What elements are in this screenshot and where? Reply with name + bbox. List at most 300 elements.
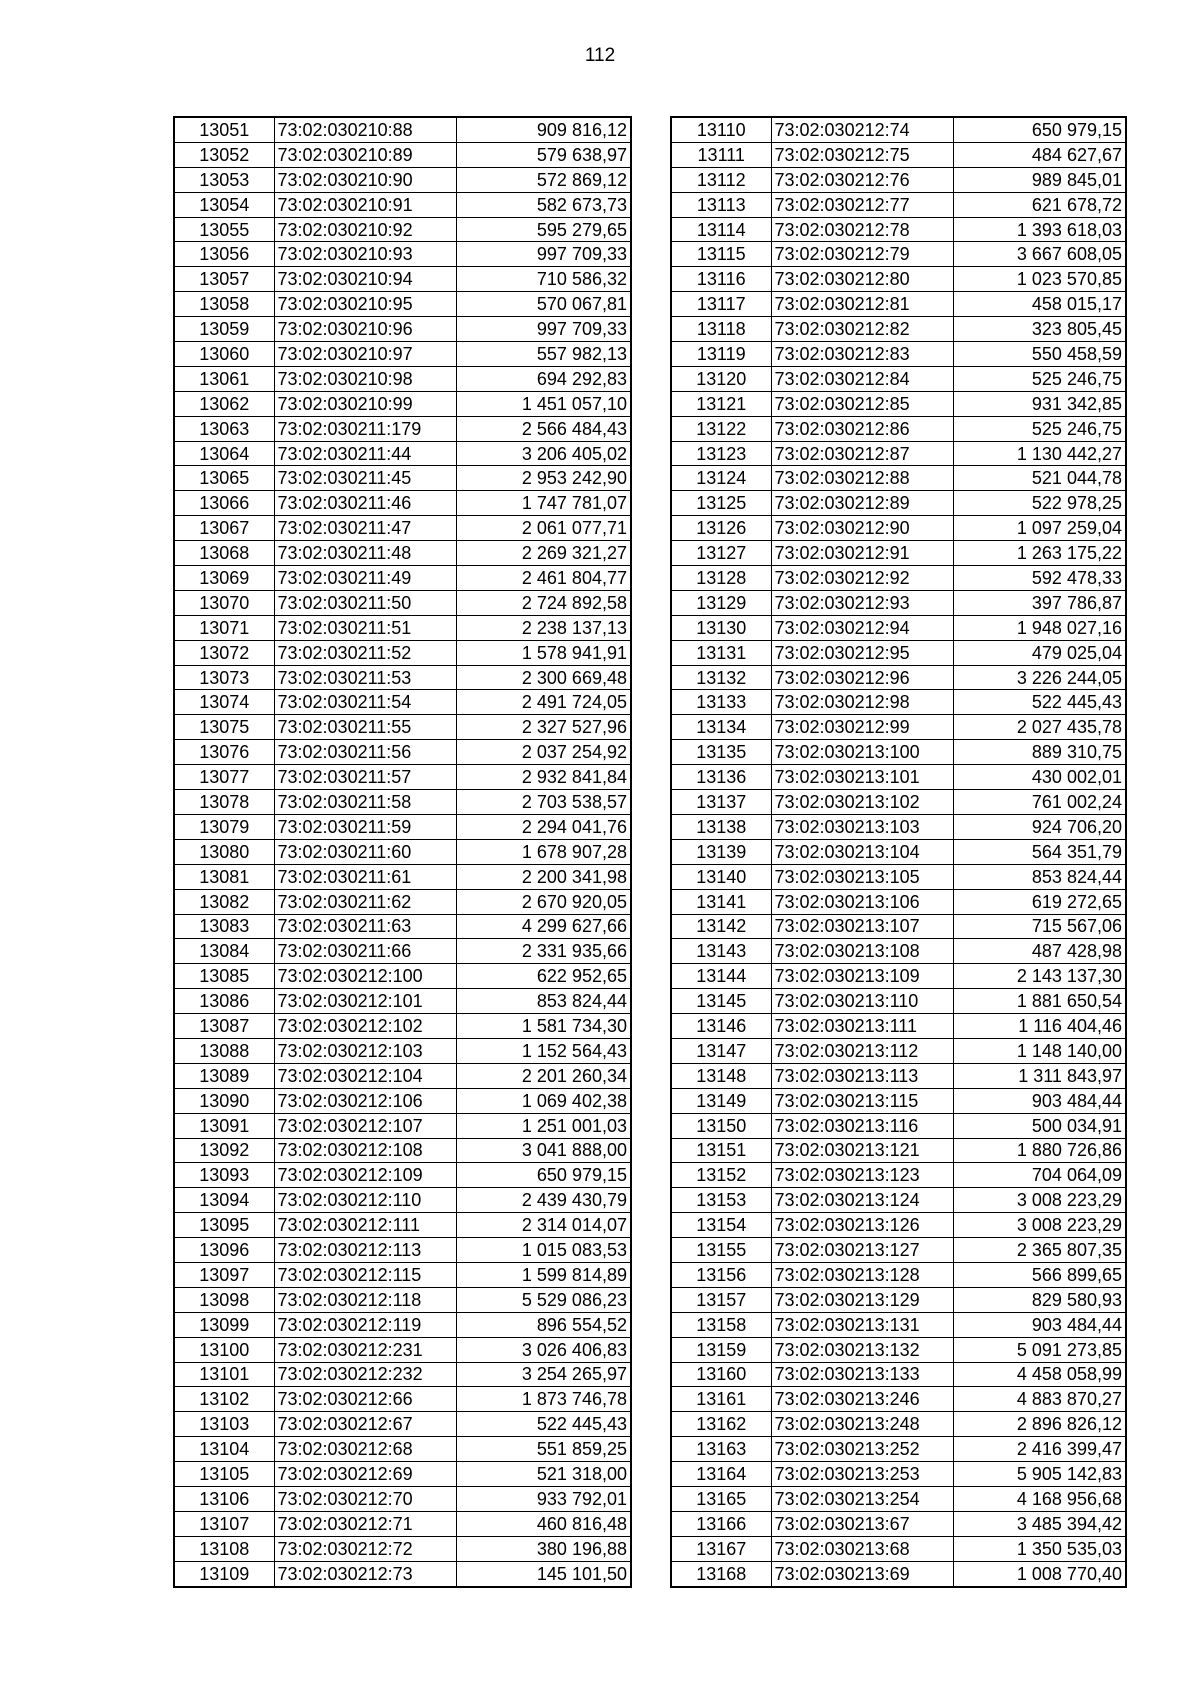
cadastral-number: 73:02:030213:108 (771, 939, 953, 964)
cadastral-number: 73:02:030213:126 (771, 1213, 953, 1238)
row-number: 13071 (174, 615, 274, 640)
table-row (671, 242, 1126, 267)
row-number: 13081 (174, 864, 274, 889)
row-number: 13091 (174, 1113, 274, 1138)
table-row (174, 740, 631, 765)
row-number: 13103 (174, 1412, 274, 1437)
table-row (671, 142, 1126, 167)
cadastral-value: 761 002,24 (953, 790, 1126, 815)
cadastral-number: 73:02:030211:51 (274, 615, 456, 640)
cadastral-value: 1 948 027,16 (953, 615, 1126, 640)
table-row (671, 292, 1126, 317)
table-row (174, 117, 631, 142)
table-row (671, 1088, 1126, 1113)
table-row (174, 466, 631, 491)
table-row (174, 566, 631, 591)
table-row (671, 889, 1126, 914)
row-number: 13145 (671, 989, 771, 1014)
row-number: 13167 (671, 1536, 771, 1561)
row-number: 13148 (671, 1063, 771, 1088)
cadastral-value: 5 091 273,85 (953, 1337, 1126, 1362)
cadastral-number: 73:02:030212:94 (771, 615, 953, 640)
cadastral-number: 73:02:030212:74 (771, 117, 953, 142)
cadastral-value: 551 859,25 (456, 1437, 631, 1462)
table-row (671, 1063, 1126, 1088)
cadastral-number: 73:02:030213:132 (771, 1337, 953, 1362)
cadastral-value: 525 246,75 (953, 366, 1126, 391)
cadastral-number: 73:02:030210:95 (274, 292, 456, 317)
table-row (671, 491, 1126, 516)
cadastral-number: 73:02:030211:56 (274, 740, 456, 765)
cadastral-value: 933 792,01 (456, 1486, 631, 1511)
cadastral-value: 903 484,44 (953, 1088, 1126, 1113)
cadastral-number: 73:02:030213:102 (771, 790, 953, 815)
row-number: 13089 (174, 1063, 274, 1088)
table-row (174, 1412, 631, 1437)
row-number: 13056 (174, 242, 274, 267)
cadastral-value: 1 451 057,10 (456, 391, 631, 416)
table-row (174, 715, 631, 740)
cadastral-number: 73:02:030210:88 (274, 117, 456, 142)
table-row (671, 740, 1126, 765)
cadastral-value: 2 143 137,30 (953, 964, 1126, 989)
row-number: 13086 (174, 989, 274, 1014)
cadastral-number: 73:02:030212:70 (274, 1486, 456, 1511)
table-row (671, 441, 1126, 466)
row-number: 13085 (174, 964, 274, 989)
cadastral-value: 704 064,09 (953, 1163, 1126, 1188)
table-row (671, 516, 1126, 541)
table-row (174, 1536, 631, 1561)
cadastral-number: 73:02:030213:68 (771, 1536, 953, 1561)
row-number: 13157 (671, 1287, 771, 1312)
cadastral-number: 73:02:030213:128 (771, 1262, 953, 1287)
row-number: 13080 (174, 839, 274, 864)
table-row (174, 765, 631, 790)
cadastral-value: 1 023 570,85 (953, 267, 1126, 292)
cadastral-value: 931 342,85 (953, 391, 1126, 416)
row-number: 13099 (174, 1312, 274, 1337)
cadastral-number: 73:02:030212:90 (771, 516, 953, 541)
table-row (671, 1387, 1126, 1412)
cadastral-value: 1 263 175,22 (953, 541, 1126, 566)
row-number: 13057 (174, 267, 274, 292)
cadastral-number: 73:02:030213:69 (771, 1561, 953, 1586)
cadastral-number: 73:02:030213:106 (771, 889, 953, 914)
cadastral-number: 73:02:030211:61 (274, 864, 456, 889)
cadastral-value: 2 027 435,78 (953, 715, 1126, 740)
row-number: 13161 (671, 1387, 771, 1412)
cadastral-value: 4 458 058,99 (953, 1362, 1126, 1387)
cadastral-number: 73:02:030212:86 (771, 416, 953, 441)
cadastral-value: 650 979,15 (953, 117, 1126, 142)
row-number: 13064 (174, 441, 274, 466)
cadastral-number: 73:02:030212:88 (771, 466, 953, 491)
table-row (671, 1511, 1126, 1536)
cadastral-value: 521 044,78 (953, 466, 1126, 491)
cadastral-value: 710 586,32 (456, 267, 631, 292)
cadastral-value: 3 485 394,42 (953, 1511, 1126, 1536)
table-row (174, 192, 631, 217)
row-number: 13106 (174, 1486, 274, 1511)
table-row (174, 1038, 631, 1063)
table-row (671, 416, 1126, 441)
row-number: 13105 (174, 1462, 274, 1487)
cadastral-number: 73:02:030212:95 (771, 640, 953, 665)
row-number: 13136 (671, 765, 771, 790)
cadastral-number: 73:02:030212:104 (274, 1063, 456, 1088)
table-row (671, 317, 1126, 342)
cadastral-value: 889 310,75 (953, 740, 1126, 765)
cadastral-number: 73:02:030211:59 (274, 814, 456, 839)
table-row (671, 715, 1126, 740)
table-row (174, 217, 631, 242)
table-row (671, 1287, 1126, 1312)
table-row (174, 1462, 631, 1487)
cadastral-value: 2 670 920,05 (456, 889, 631, 914)
cadastral-value: 2 703 538,57 (456, 790, 631, 815)
cadastral-value: 525 246,75 (953, 416, 1126, 441)
row-number: 13058 (174, 292, 274, 317)
table-row (174, 1362, 631, 1387)
table-row (174, 366, 631, 391)
cadastral-value: 592 478,33 (953, 566, 1126, 591)
cadastral-number: 73:02:030211:53 (274, 665, 456, 690)
table-row (671, 192, 1126, 217)
row-number: 13068 (174, 541, 274, 566)
cadastral-number: 73:02:030210:96 (274, 317, 456, 342)
cadastral-value: 1 116 404,46 (953, 1014, 1126, 1039)
table-row (671, 566, 1126, 591)
cadastral-number: 73:02:030212:87 (771, 441, 953, 466)
table-row (174, 889, 631, 914)
row-number: 13137 (671, 790, 771, 815)
table-row (174, 1287, 631, 1312)
cadastral-value: 2 037 254,92 (456, 740, 631, 765)
cadastral-number: 73:02:030212:82 (771, 317, 953, 342)
cadastral-number: 73:02:030213:253 (771, 1462, 953, 1487)
row-number: 13066 (174, 491, 274, 516)
table-row (174, 964, 631, 989)
cadastral-value: 3 254 265,97 (456, 1362, 631, 1387)
cadastral-value: 1 015 083,53 (456, 1238, 631, 1263)
row-number: 13168 (671, 1561, 771, 1586)
cadastral-value: 2 269 321,27 (456, 541, 631, 566)
cadastral-value: 2 724 892,58 (456, 590, 631, 615)
cadastral-value: 1 148 140,00 (953, 1038, 1126, 1063)
cadastral-value: 570 067,81 (456, 292, 631, 317)
row-number: 13125 (671, 491, 771, 516)
cadastral-number: 73:02:030211:46 (274, 491, 456, 516)
cadastral-value: 557 982,13 (456, 342, 631, 367)
row-number: 13163 (671, 1437, 771, 1462)
row-number: 13060 (174, 342, 274, 367)
table-row (174, 989, 631, 1014)
table-row (174, 441, 631, 466)
cadastral-number: 73:02:030211:60 (274, 839, 456, 864)
cadastral-number: 73:02:030212:231 (274, 1337, 456, 1362)
table-row (174, 814, 631, 839)
cadastral-number: 73:02:030212:80 (771, 267, 953, 292)
cadastral-number: 73:02:030212:72 (274, 1536, 456, 1561)
row-number: 13116 (671, 267, 771, 292)
cadastral-number: 73:02:030212:77 (771, 192, 953, 217)
row-number: 13126 (671, 516, 771, 541)
table-row (174, 1486, 631, 1511)
cadastral-value: 1 599 814,89 (456, 1262, 631, 1287)
cadastral-value: 2 294 041,76 (456, 814, 631, 839)
row-number: 13110 (671, 117, 771, 142)
row-number: 13131 (671, 640, 771, 665)
cadastral-number: 73:02:030212:75 (771, 142, 953, 167)
cadastral-value: 3 667 608,05 (953, 242, 1126, 267)
row-number: 13053 (174, 167, 274, 192)
table-row (174, 790, 631, 815)
cadastral-value: 484 627,67 (953, 142, 1126, 167)
cadastral-number: 73:02:030212:106 (274, 1088, 456, 1113)
row-number: 13070 (174, 590, 274, 615)
table-row (671, 1262, 1126, 1287)
cadastral-number: 73:02:030213:246 (771, 1387, 953, 1412)
row-number: 13079 (174, 814, 274, 839)
table-row (671, 1462, 1126, 1487)
row-number: 13166 (671, 1511, 771, 1536)
table-row (671, 1412, 1126, 1437)
cadastral-number: 73:02:030213:123 (771, 1163, 953, 1188)
cadastral-value: 896 554,52 (456, 1312, 631, 1337)
row-number: 13117 (671, 292, 771, 317)
cadastral-number: 73:02:030211:48 (274, 541, 456, 566)
cadastral-value: 579 638,97 (456, 142, 631, 167)
cadastral-value: 2 061 077,71 (456, 516, 631, 541)
table-row (671, 1362, 1126, 1387)
row-number: 13164 (671, 1462, 771, 1487)
table-row (174, 939, 631, 964)
table-row (671, 1213, 1126, 1238)
row-number: 13144 (671, 964, 771, 989)
cadastral-number: 73:02:030211:66 (274, 939, 456, 964)
row-number: 13088 (174, 1038, 274, 1063)
cadastral-value: 145 101,50 (456, 1561, 631, 1586)
table-row (174, 1387, 631, 1412)
cadastral-value: 4 883 870,27 (953, 1387, 1126, 1412)
cadastral-value: 5 905 142,83 (953, 1462, 1126, 1487)
cadastral-value-table-left (173, 116, 632, 1588)
table-row (671, 690, 1126, 715)
row-number: 13104 (174, 1437, 274, 1462)
table-row (671, 765, 1126, 790)
cadastral-number: 73:02:030212:79 (771, 242, 953, 267)
row-number: 13119 (671, 342, 771, 367)
cadastral-number: 73:02:030212:107 (274, 1113, 456, 1138)
row-number: 13114 (671, 217, 771, 242)
row-number: 13077 (174, 765, 274, 790)
row-number: 13132 (671, 665, 771, 690)
cadastral-number: 73:02:030212:103 (274, 1038, 456, 1063)
row-number: 13154 (671, 1213, 771, 1238)
cadastral-number: 73:02:030210:98 (274, 366, 456, 391)
table-row (671, 590, 1126, 615)
cadastral-number: 73:02:030212:85 (771, 391, 953, 416)
cadastral-number: 73:02:030210:90 (274, 167, 456, 192)
cadastral-number: 73:02:030210:97 (274, 342, 456, 367)
row-number: 13135 (671, 740, 771, 765)
cadastral-number: 73:02:030213:248 (771, 1412, 953, 1437)
cadastral-value: 829 580,93 (953, 1287, 1126, 1312)
table-row (671, 1163, 1126, 1188)
cadastral-value: 1 350 535,03 (953, 1536, 1126, 1561)
cadastral-number: 73:02:030210:99 (274, 391, 456, 416)
row-number: 13165 (671, 1486, 771, 1511)
row-number: 13152 (671, 1163, 771, 1188)
row-number: 13111 (671, 142, 771, 167)
cadastral-number: 73:02:030210:92 (274, 217, 456, 242)
cadastral-number: 73:02:030213:105 (771, 864, 953, 889)
row-number: 13156 (671, 1262, 771, 1287)
row-number: 13051 (174, 117, 274, 142)
row-number: 13093 (174, 1163, 274, 1188)
row-number: 13123 (671, 441, 771, 466)
cadastral-value: 522 978,25 (953, 491, 1126, 516)
cadastral-value: 853 824,44 (953, 864, 1126, 889)
table-row (671, 914, 1126, 939)
cadastral-value: 715 567,06 (953, 914, 1126, 939)
table-row (671, 964, 1126, 989)
cadastral-number: 73:02:030211:58 (274, 790, 456, 815)
cadastral-value: 1 881 650,54 (953, 989, 1126, 1014)
row-number: 13133 (671, 690, 771, 715)
cadastral-number: 73:02:030212:92 (771, 566, 953, 591)
cadastral-value: 3 226 244,05 (953, 665, 1126, 690)
table-row (174, 1238, 631, 1263)
cadastral-value: 4 168 956,68 (953, 1486, 1126, 1511)
page-number: 112 (584, 45, 616, 66)
row-number: 13092 (174, 1138, 274, 1163)
table-row (671, 1138, 1126, 1163)
row-number: 13127 (671, 541, 771, 566)
cadastral-number: 73:02:030212:98 (771, 690, 953, 715)
table-row (174, 1188, 631, 1213)
cadastral-number: 73:02:030212:83 (771, 342, 953, 367)
row-number: 13122 (671, 416, 771, 441)
row-number: 13149 (671, 1088, 771, 1113)
table-row (174, 142, 631, 167)
cadastral-value: 458 015,17 (953, 292, 1126, 317)
row-number: 13075 (174, 715, 274, 740)
cadastral-value: 3 041 888,00 (456, 1138, 631, 1163)
table-row (671, 989, 1126, 1014)
row-number: 13130 (671, 615, 771, 640)
table-row (174, 541, 631, 566)
cadastral-value: 4 299 627,66 (456, 914, 631, 939)
cadastral-value: 2 461 804,77 (456, 566, 631, 591)
cadastral-number: 73:02:030212:108 (274, 1138, 456, 1163)
cadastral-value: 1 581 734,30 (456, 1014, 631, 1039)
cadastral-value: 1 069 402,38 (456, 1088, 631, 1113)
cadastral-number: 73:02:030213:100 (771, 740, 953, 765)
cadastral-value: 903 484,44 (953, 1312, 1126, 1337)
table-row (671, 1536, 1126, 1561)
cadastral-number: 73:02:030213:115 (771, 1088, 953, 1113)
row-number: 13140 (671, 864, 771, 889)
cadastral-number: 73:02:030212:91 (771, 541, 953, 566)
cadastral-number: 73:02:030213:116 (771, 1113, 953, 1138)
row-number: 13155 (671, 1238, 771, 1263)
cadastral-number: 73:02:030213:127 (771, 1238, 953, 1263)
row-number: 13109 (174, 1561, 274, 1586)
cadastral-value: 550 458,59 (953, 342, 1126, 367)
cadastral-value: 566 899,65 (953, 1262, 1126, 1287)
cadastral-value: 1 880 726,86 (953, 1138, 1126, 1163)
cadastral-value: 909 816,12 (456, 117, 631, 142)
cadastral-value: 1 678 907,28 (456, 839, 631, 864)
table-row (174, 391, 631, 416)
table-row (174, 342, 631, 367)
row-number: 13150 (671, 1113, 771, 1138)
table-row (671, 814, 1126, 839)
cadastral-number: 73:02:030210:91 (274, 192, 456, 217)
cadastral-number: 73:02:030212:71 (274, 1511, 456, 1536)
cadastral-value-table-right (670, 116, 1127, 1588)
row-number: 13074 (174, 690, 274, 715)
cadastral-number: 73:02:030212:113 (274, 1238, 456, 1263)
cadastral-value: 619 272,65 (953, 889, 1126, 914)
cadastral-number: 73:02:030212:69 (274, 1462, 456, 1487)
cadastral-number: 73:02:030213:254 (771, 1486, 953, 1511)
table-row (174, 615, 631, 640)
row-number: 13101 (174, 1362, 274, 1387)
cadastral-number: 73:02:030212:96 (771, 665, 953, 690)
cadastral-number: 73:02:030211:57 (274, 765, 456, 790)
table-row (671, 167, 1126, 192)
cadastral-value: 323 805,45 (953, 317, 1126, 342)
cadastral-number: 73:02:030211:179 (274, 416, 456, 441)
cadastral-value: 1 311 843,97 (953, 1063, 1126, 1088)
table-row (174, 914, 631, 939)
table-row (671, 1312, 1126, 1337)
table-row (174, 690, 631, 715)
table-row (671, 267, 1126, 292)
row-number: 13065 (174, 466, 274, 491)
cadastral-number: 73:02:030212:89 (771, 491, 953, 516)
table-row (174, 416, 631, 441)
cadastral-value: 694 292,83 (456, 366, 631, 391)
cadastral-number: 73:02:030212:73 (274, 1561, 456, 1586)
row-number: 13090 (174, 1088, 274, 1113)
row-number: 13129 (671, 590, 771, 615)
table-row (671, 1437, 1126, 1462)
cadastral-number: 73:02:030211:54 (274, 690, 456, 715)
row-number: 13138 (671, 814, 771, 839)
row-number: 13162 (671, 1412, 771, 1437)
cadastral-value: 3 026 406,83 (456, 1337, 631, 1362)
table-row (174, 491, 631, 516)
cadastral-number: 73:02:030213:67 (771, 1511, 953, 1536)
row-number: 13139 (671, 839, 771, 864)
row-number: 13151 (671, 1138, 771, 1163)
row-number: 13120 (671, 366, 771, 391)
cadastral-value: 2 566 484,43 (456, 416, 631, 441)
cadastral-value: 1 130 442,27 (953, 441, 1126, 466)
table-row (671, 541, 1126, 566)
row-number: 13094 (174, 1188, 274, 1213)
table-row (671, 615, 1126, 640)
table-row (174, 1511, 631, 1536)
table-row (174, 1014, 631, 1039)
cadastral-number: 73:02:030211:50 (274, 590, 456, 615)
row-number: 13108 (174, 1536, 274, 1561)
table-row (671, 1038, 1126, 1063)
